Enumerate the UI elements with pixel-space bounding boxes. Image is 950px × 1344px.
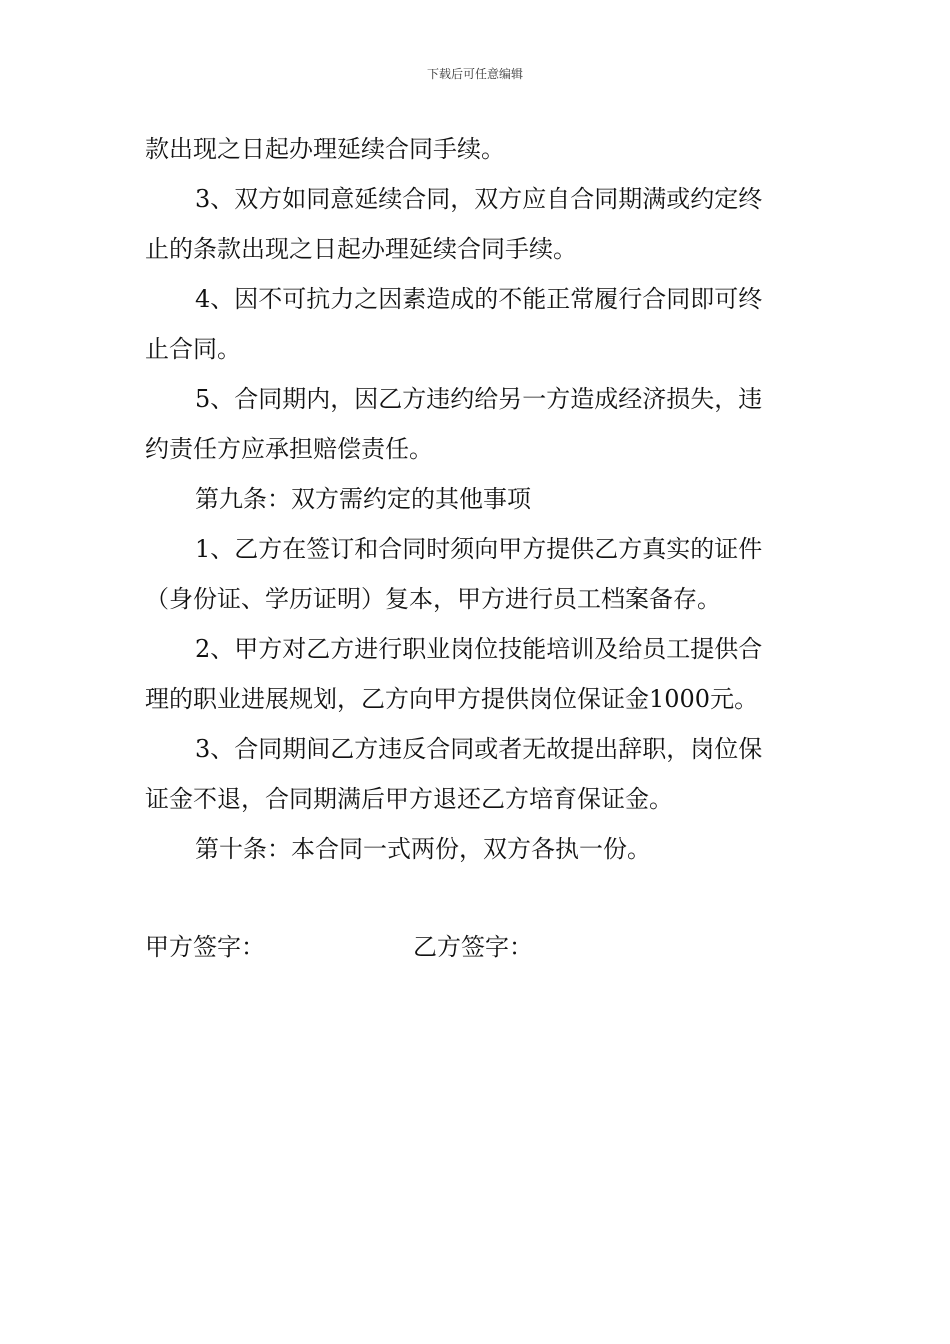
document-body xyxy=(145,124,809,874)
article-9-item-2-line-1: 2、甲方对乙方进行职业岗位技能培训及给员工提供合 xyxy=(195,635,763,663)
article-10: 第十条：本合同一式两份，双方各执一份。 xyxy=(195,835,651,863)
article-9-heading: 第九条：双方需约定的其他事项 xyxy=(195,485,531,513)
party-b-signature-label: 乙方签字： xyxy=(413,933,533,961)
party-a-signature-label: 甲方签字： xyxy=(145,933,265,961)
paragraph-line: 款出现之日起办理延续合同手续。 xyxy=(145,135,505,163)
clause-3-line-1: 3、双方如同意延续合同，双方应自合同期满或约定终 xyxy=(195,185,763,213)
clause-4-line-1: 4、因不可抗力之因素造成的不能正常履行合同即可终 xyxy=(195,285,763,313)
clause-3-line-2: 止的条款出现之日起办理延续合同手续。 xyxy=(145,235,577,263)
clause-5-line-1: 5、合同期内，因乙方违约给另一方造成经济损失，违 xyxy=(195,385,763,413)
clause-4-line-2: 止合同。 xyxy=(145,335,241,363)
article-9-item-1-line-1: 1、乙方在签订和合同时须向甲方提供乙方真实的证件 xyxy=(195,535,763,563)
article-9-item-3-line-2: 证金不退，合同期满后甲方退还乙方培育保证金。 xyxy=(145,785,673,813)
article-9-item-3-line-1: 3、合同期间乙方违反合同或者无故提出辞职，岗位保 xyxy=(195,735,763,763)
article-9-item-2-line-2: 理的职业进展规划，乙方向甲方提供岗位保证金1000元。 xyxy=(145,685,759,713)
article-9-item-1-line-2: （身份证、学历证明）复本，甲方进行员工档案备存。 xyxy=(145,585,721,613)
clause-5-line-2: 约责任方应承担赔偿责任。 xyxy=(145,435,433,463)
page-header-note: 下载后可任意编辑 xyxy=(426,67,523,81)
